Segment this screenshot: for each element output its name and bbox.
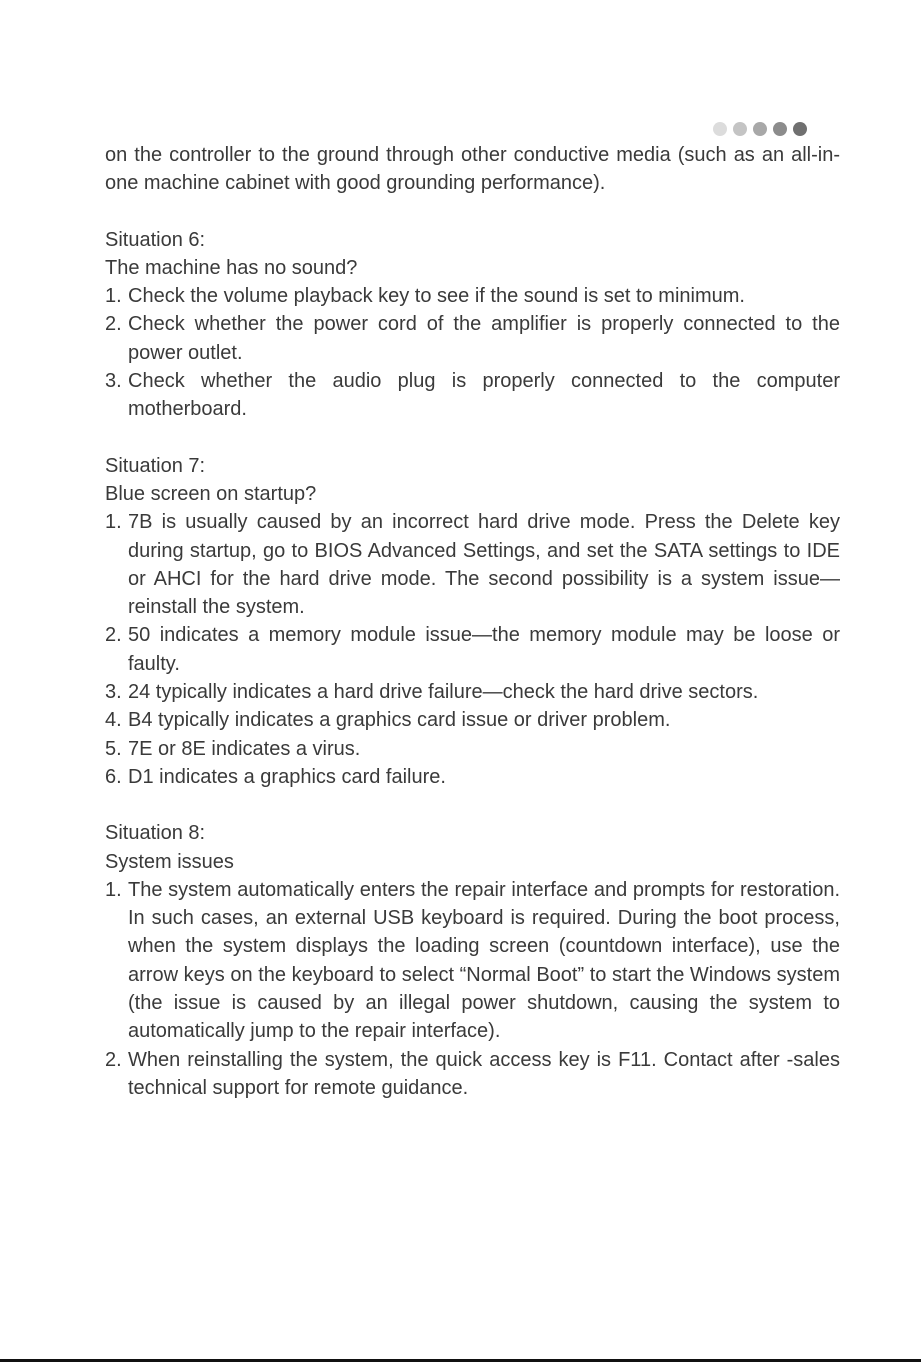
list-item-text: Check whether the power cord of the amplifier is properly connected to the power outlet. — [128, 313, 840, 364]
page-dot — [713, 122, 727, 136]
list-item-text: Check whether the audio plug is properly connected to the computer motherboard. — [128, 370, 840, 421]
situation-7-section — [105, 452, 840, 792]
list-item-number: 1. — [105, 878, 122, 901]
section-spacer — [105, 198, 840, 226]
list-item-number: 2. — [105, 1048, 122, 1071]
list-item-text: Check the volume playback key to see if the sound is set to minimum. — [128, 285, 745, 308]
list-item-number: 5. — [105, 737, 122, 760]
situation-6-section — [105, 226, 840, 424]
list-item-number: 4. — [105, 709, 122, 732]
list-item-text: D1 indicates a graphics card failure. — [128, 765, 446, 788]
list-item — [105, 1046, 840, 1103]
list-item-text: The system automatically enters the repair interface and prompts for restoration. In such cases, an external USB keyboard is required. During the boot process, when the system displays the loading screen (countdown interface), use the arrow keys on the keyboard to select “Normal Boot” to start the Windows system (the issue is caused by an illegal power shutdown, causing the system to automatically jump to the repair interface). — [128, 878, 840, 1043]
page-dot — [753, 122, 767, 136]
list-item-number: 2. — [105, 313, 122, 336]
situation-6-heading: Situation 6: — [105, 228, 206, 251]
list-item — [105, 678, 840, 706]
intro-continuation-paragraph: on the controller to the ground through other conductive media (such as an all-in-one machine cabinet with good grounding performance). — [105, 144, 840, 195]
page-indicator-dots — [713, 122, 807, 136]
list-item-text: 24 typically indicates a hard drive failure—check the hard drive sectors. — [128, 681, 759, 704]
list-item-text: 50 indicates a memory module issue—the memory module may be loose or faulty. — [128, 624, 840, 675]
page-dot — [773, 122, 787, 136]
manual-page-body — [105, 141, 840, 1102]
list-item — [105, 621, 840, 678]
situation-7-question: Blue screen on startup? — [105, 482, 317, 505]
list-item-number: 1. — [105, 511, 122, 534]
list-item-text: When reinstalling the system, the quick access key is F11. Contact after -sales technical support for remote guidance. — [128, 1048, 840, 1099]
list-item — [105, 876, 840, 1046]
page-dot — [733, 122, 747, 136]
list-item-text: 7E or 8E indicates a virus. — [128, 737, 361, 760]
list-item — [105, 706, 840, 734]
section-spacer — [105, 791, 840, 819]
situation-6-question: The machine has no sound? — [105, 256, 358, 279]
situation-8-section — [105, 819, 840, 1102]
list-item — [105, 763, 840, 791]
list-item — [105, 310, 840, 367]
list-item-number: 2. — [105, 624, 122, 647]
list-item-number: 1. — [105, 285, 122, 308]
situation-8-heading: Situation 8: — [105, 822, 206, 845]
situation-8-question: System issues — [105, 850, 234, 873]
section-spacer — [105, 424, 840, 452]
list-item — [105, 367, 840, 424]
situation-7-heading: Situation 7: — [105, 454, 206, 477]
list-item — [105, 508, 840, 621]
list-item-number: 3. — [105, 370, 122, 393]
list-item-number: 6. — [105, 765, 122, 788]
list-item — [105, 282, 840, 310]
list-item-number: 3. — [105, 681, 122, 704]
list-item-text: B4 typically indicates a graphics card issue or driver problem. — [128, 709, 671, 732]
list-item-text: 7B is usually caused by an incorrect hard drive mode. Press the Delete key during startup, go to BIOS Advanced Settings, and set the SATA settings to IDE or AHCI for the hard drive mode. The second possibility is a system issue—reinstall the system. — [128, 511, 840, 619]
page-dot — [793, 122, 807, 136]
list-item — [105, 735, 840, 763]
